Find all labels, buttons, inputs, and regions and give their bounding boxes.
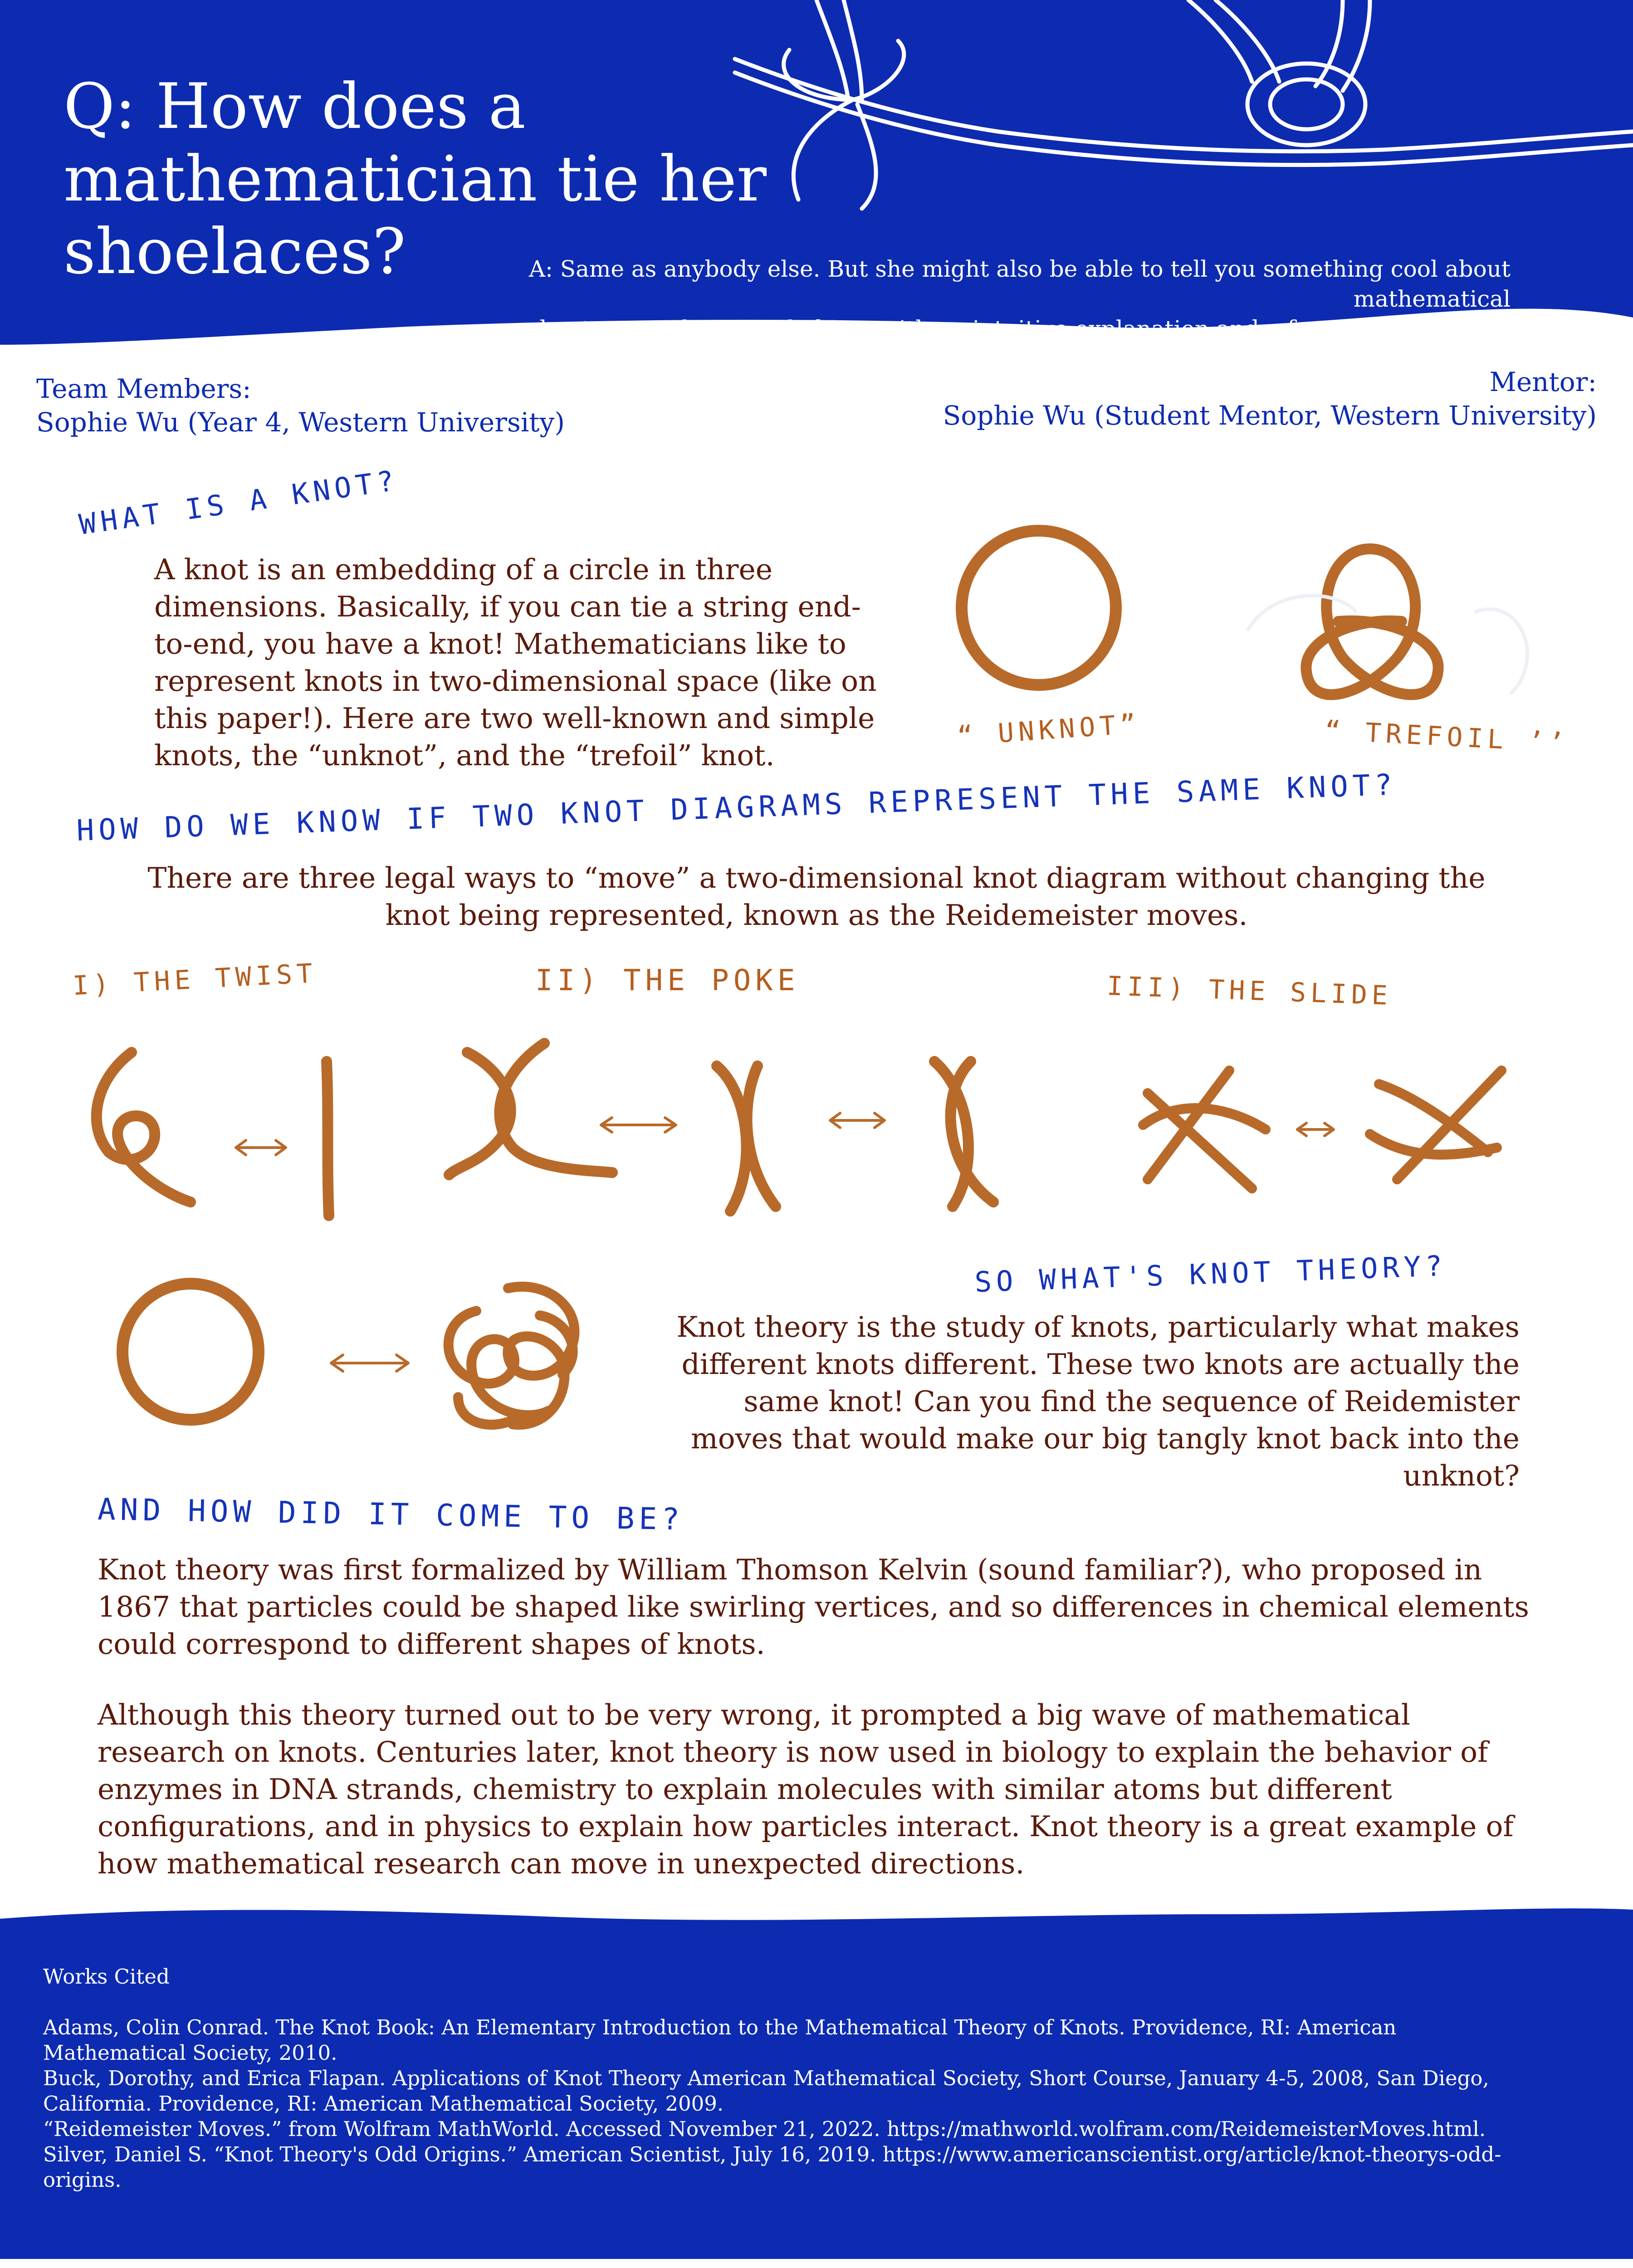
title-line: mathematician tie her — [64, 142, 767, 215]
tangled-knot-icon — [449, 1287, 575, 1425]
answer-line: knots, a mathematical object with an intuitive explanation and a fascinating history! — [539, 316, 1511, 342]
mentor-label: Mentor: — [1489, 367, 1597, 397]
knot-theory-text: Knot theory is the study of knots, particularly what makes different knots different. These two knots are actually the same knot! Can you find the sequence of Reidemister moves that would make our big tangly knot back into the unknot? — [676, 1310, 1520, 1492]
citation: Buck, Dorothy, and Erica Flapan. Applications of Knot Theory American Mathematical Society, Short Course, January 4-5, 2008, San Diego, California. Providence, RI: American Mathematical Society, 2009. — [43, 2066, 1489, 2116]
heading-what-is-a-knot: WHAT IS A KNOT? — [77, 463, 401, 541]
citation: “Reidemeister Moves.” from Wolfram MathWorld. Accessed November 21, 2022. https://mathworld.wolfram.com/ReidemeisterMoves.html. — [43, 2117, 1486, 2141]
history-paragraph-2: Although this theory turned out to be very wrong, it prompted a big wave of mathematical research on knots. Centuries later, knot theory is now used in biology to explain the behavior of enzymes in DNA strands, chemistry to explain molecules with similar atoms but different configurations, and in physics to explain how particles interact. Knot theory is a great example of how mathematical research can move in unexpected directions. — [98, 1698, 1514, 1880]
history-paragraph-1: Knot theory was first formalized by William Thomson Kelvin (sound familiar?), who proposed in 1867 that particles could be shaped like swirling vertices, and so differences in chemical elements could correspond to different shapes of knots. — [98, 1553, 1529, 1661]
title-line: shoelaces? — [64, 215, 406, 288]
citation: Adams, Colin Conrad. The Knot Book: An Elementary Introduction to the Mathematical Theory of Knots. Providence, RI: American Mathematical Society, 2010. — [43, 2015, 1397, 2065]
works-cited-heading: Works Cited — [43, 1965, 170, 1989]
unknot-vs-tangle-diagram — [113, 1261, 612, 1452]
answer-text — [435, 254, 1511, 344]
team-members — [36, 372, 565, 439]
mentor-name: Sophie Wu (Student Mentor, Western University) — [943, 400, 1597, 431]
double-arrow-icon — [236, 1140, 286, 1155]
moves-intro-text: There are three legal ways to “move” a two-dimensional knot diagram without changing the knot being represented, known as the Reidemeister moves. — [147, 861, 1486, 932]
trefoil-icon — [1306, 549, 1438, 694]
heading-knot-theory: SO WHAT'S KNOT THEORY? — [974, 1249, 1447, 1299]
reidemeister-moves-diagram — [68, 1016, 1565, 1243]
team-member-name: Sophie Wu (Year 4, Western University) — [36, 407, 565, 438]
heading-same-knot: HOW DO WE KNOW IF TWO KNOT DIAGRAMS REPRESENT THE SAME KNOT? — [76, 768, 1398, 848]
unknot-icon — [962, 531, 1116, 685]
unknot-label: “ UNKNOT” — [956, 708, 1142, 752]
mentor-block — [943, 365, 1597, 432]
unknot-icon — [122, 1284, 259, 1420]
title-line: Q: How does a — [64, 70, 526, 143]
twist-move — [97, 1052, 329, 1216]
double-arrow-icon — [331, 1355, 408, 1371]
citation: Silver, Daniel S. “Knot Theory's Odd Origins.” American Scientist, July 16, 2019. https://www.americanscientist.org/article/knot-theorys-odd-origins. — [43, 2142, 1501, 2192]
move-slide-label: III) THE SLIDE — [1106, 970, 1393, 1011]
move-twist-label: I) THE TWIST — [72, 957, 318, 1002]
answer-line: A: Same as anybody else. But she might also be able to tell you something cool about mathematical — [529, 256, 1511, 312]
team-label: Team Members: — [36, 373, 251, 404]
trefoil-label: “ TREFOIL ’’ — [1324, 714, 1570, 759]
knot-definition-text: A knot is an embedding of a circle in three dimensions. Basically, if you can tie a string end-to-end, you have a knot! Mathematicians like to represent knots in two-dimensional space (like on this paper!). Here are two well-known and simple knots, the “unknot”, and the “trefoil” knot. — [154, 553, 877, 772]
move-poke-label: II) THE POKE — [535, 964, 800, 997]
poke-move — [449, 1043, 993, 1211]
works-cited — [43, 1964, 1540, 2193]
heading-history: AND HOW DID IT COME TO BE? — [97, 1491, 684, 1537]
